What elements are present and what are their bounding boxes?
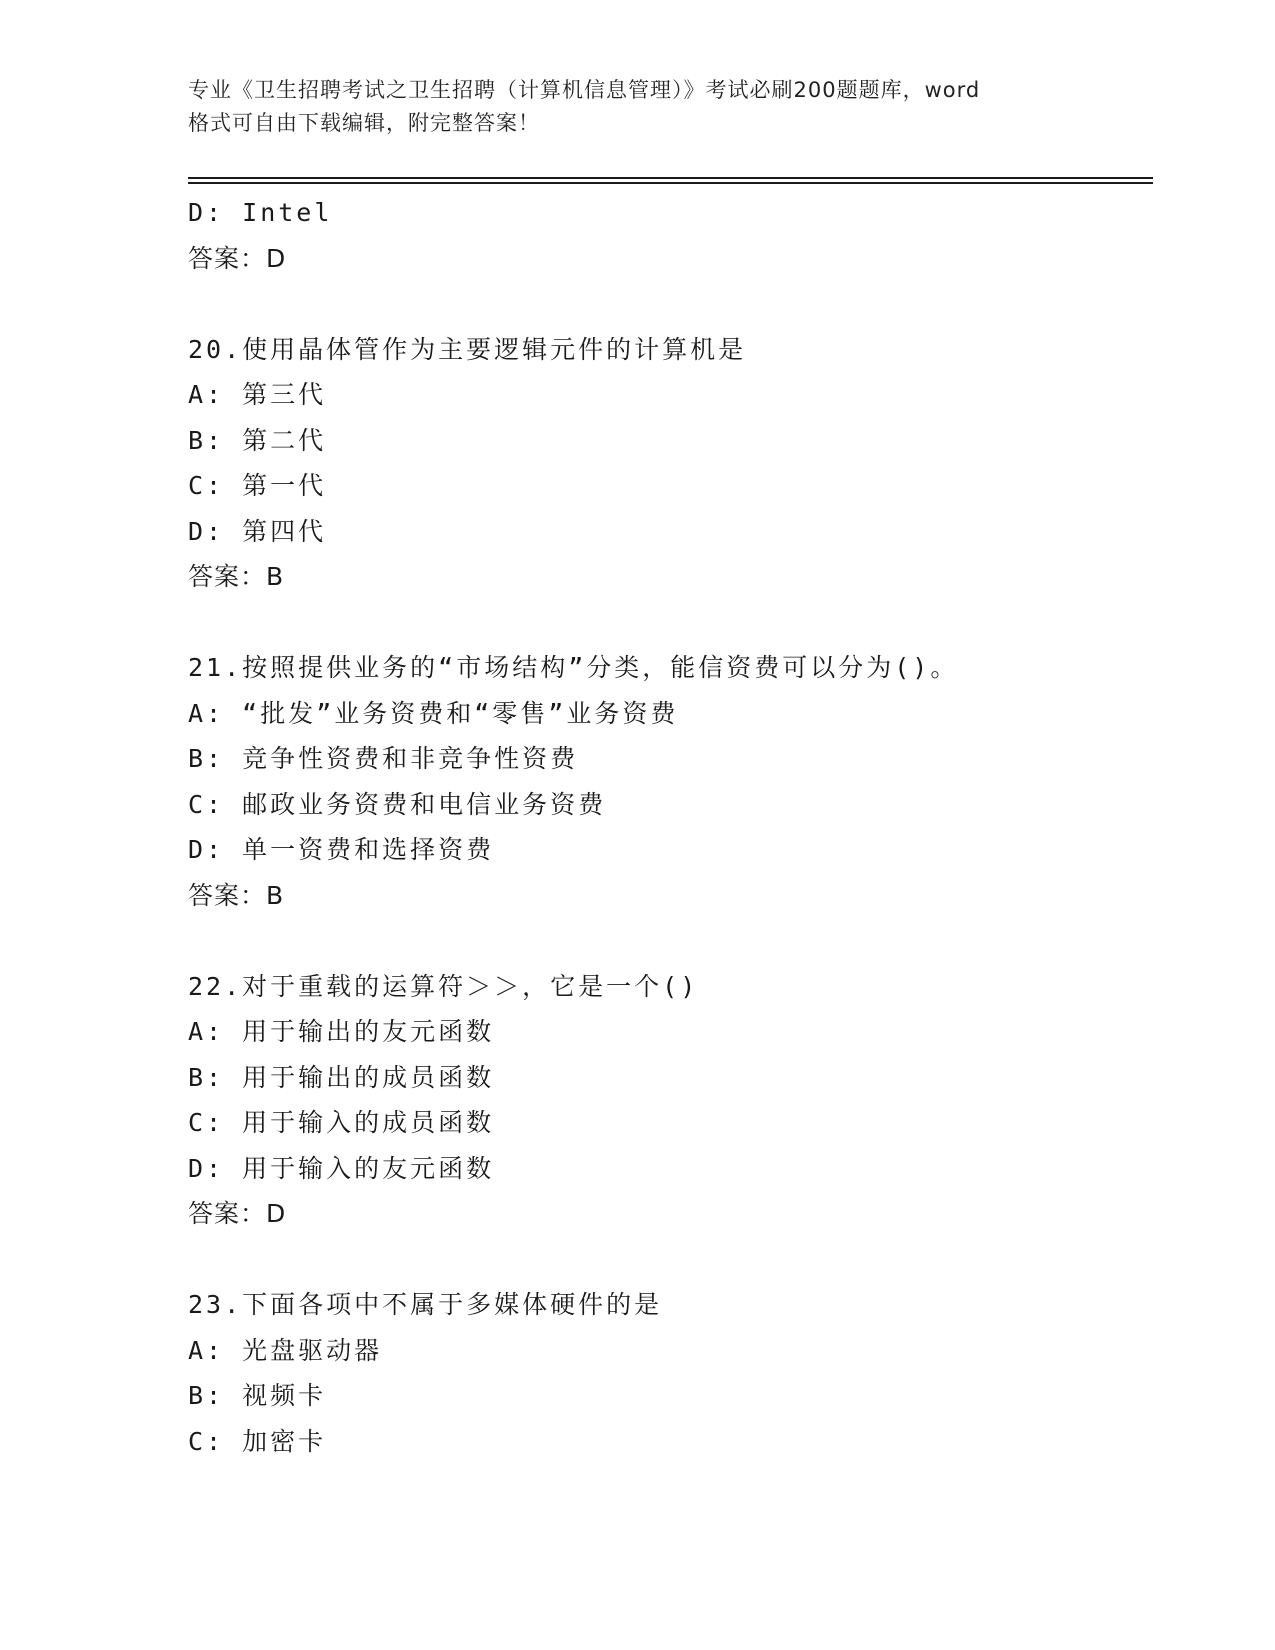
option-c: C: 第一代 (188, 471, 327, 500)
option-a: A: “批发”业务资费和“零售”业务资费 (188, 698, 679, 728)
option-d: D: 单一资费和选择资费 (188, 835, 495, 864)
header-line-1: 专业《卫生招聘考试之卫生招聘（计算机信息管理）》考试必刷200题题库，word (188, 78, 981, 102)
answer-line: 答案：B (188, 880, 285, 910)
option-c: C: 加密卡 (188, 1426, 327, 1456)
option-b: B: 视频卡 (188, 1381, 327, 1410)
header-rule-bottom (188, 182, 1153, 184)
question-stem: 21.按照提供业务的“市场结构”分类，能信资费可以分为()。 (188, 653, 959, 682)
question-list (188, 190, 1148, 1464)
option-b: B: 第二代 (188, 425, 327, 455)
option-d: D: 第四代 (188, 516, 327, 546)
carryover-option-d: D: Intel (188, 198, 333, 227)
option-d: D: 用于输入的友元函数 (188, 1153, 495, 1183)
option-a: A: 光盘驱动器 (188, 1335, 383, 1365)
answer-line: 答案：B (188, 562, 285, 591)
option-b: B: 用于输出的成员函数 (188, 1062, 495, 1092)
option-c: C: 邮政业务资费和电信业务资费 (188, 789, 607, 819)
header-line-2: 格式可自由下载编辑，附完整答案！ (188, 111, 540, 135)
spacer (188, 1237, 1148, 1283)
option-a: A: 第三代 (188, 380, 327, 409)
question-block-21 (188, 645, 1148, 918)
header-rule-top (188, 177, 1153, 179)
option-a: A: 用于输出的友元函数 (188, 1017, 495, 1046)
question-stem: 22.对于重载的运算符＞＞，它是一个() (188, 971, 699, 1001)
option-b: B: 竞争性资费和非竞争性资费 (188, 744, 579, 773)
spacer (188, 918, 1148, 964)
question-block-23 (188, 1282, 1148, 1464)
question-stem: 20.使用晶体管作为主要逻辑元件的计算机是 (188, 334, 747, 364)
document-header (188, 74, 1118, 140)
answer-line: 答案：D (188, 1199, 287, 1228)
option-c: C: 用于输入的成员函数 (188, 1108, 495, 1137)
spacer (188, 281, 1148, 327)
question-stem: 23.下面各项中不属于多媒体硬件的是 (188, 1290, 663, 1319)
carryover-answer: 答案：D (188, 243, 287, 273)
question-block-20 (188, 327, 1148, 600)
spacer (188, 600, 1148, 646)
question-block-22 (188, 964, 1148, 1237)
